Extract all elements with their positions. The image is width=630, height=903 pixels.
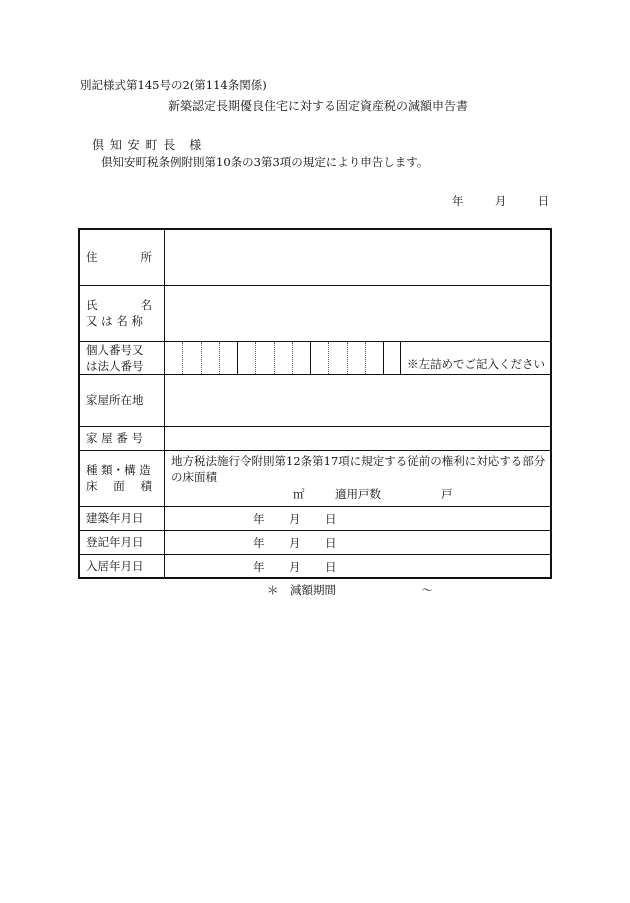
- address-label: 住 所: [79, 229, 165, 285]
- location-label: 家屋所在地: [79, 374, 165, 426]
- address-field[interactable]: [165, 229, 552, 285]
- type-area-description-1: 地方税法施行令附則第12条第17項に規定する従前の権利に対応する部分: [171, 454, 546, 468]
- filing-date: [452, 193, 549, 209]
- form-number: 別記様式第145号の2(第114条関係): [80, 78, 267, 92]
- name-field[interactable]: [165, 285, 552, 341]
- units-label: 適用戸数: [335, 487, 381, 501]
- date-year-label: 年: [452, 194, 464, 208]
- type-area-label: 種 類・構 造 床 面 積: [79, 450, 165, 506]
- row-name: [79, 285, 551, 341]
- intro-text: 倶知安町税条例附則第10条の3第3項の規定により申告します。: [101, 155, 429, 169]
- reduction-period: [267, 582, 433, 598]
- addressee: 倶 知 安 町 長 様: [92, 138, 203, 152]
- row-location: [79, 374, 551, 426]
- row-address: [79, 229, 551, 285]
- area-unit: ㎡: [293, 487, 305, 501]
- row-mynumber: [79, 341, 551, 374]
- document-title: 新築認定長期優良住宅に対する固定資産税の減額申告書: [168, 99, 469, 113]
- moved-date-field[interactable]: 年 月 日: [165, 554, 552, 578]
- location-field[interactable]: [165, 374, 552, 426]
- house-number-field[interactable]: [165, 426, 552, 450]
- row-moved-date: [79, 554, 551, 578]
- house-number-label: 家 屋 番 号: [79, 426, 165, 450]
- mynumber-field[interactable]: [165, 341, 552, 374]
- row-built-date: [79, 506, 551, 530]
- mynumber-label: 個人番号又 は法人番号: [79, 341, 165, 374]
- units-unit: 戸: [441, 487, 453, 501]
- row-registered-date: [79, 530, 551, 554]
- row-type-area: [79, 450, 551, 506]
- type-area-description-2: の床面積: [171, 470, 217, 484]
- type-area-field[interactable]: [165, 450, 552, 506]
- reduction-period-label: ＊ 減額期間: [267, 583, 336, 597]
- built-date-label: 建築年月日: [79, 506, 165, 530]
- reduction-period-tilde: ～: [421, 583, 433, 597]
- registered-date-field[interactable]: 年 月 日: [165, 530, 552, 554]
- registered-date-label: 登記年月日: [79, 530, 165, 554]
- built-date-field[interactable]: 年 月 日: [165, 506, 552, 530]
- row-house-number: [79, 426, 551, 450]
- application-form-table: [78, 228, 552, 579]
- mynumber-note: ※左詰めでご記入ください: [407, 356, 545, 371]
- date-day-label: 日: [537, 194, 550, 208]
- name-label: 氏 名 又 は 名 称: [79, 285, 165, 341]
- moved-date-label: 入居年月日: [79, 554, 165, 578]
- date-month-label: 月: [494, 194, 507, 208]
